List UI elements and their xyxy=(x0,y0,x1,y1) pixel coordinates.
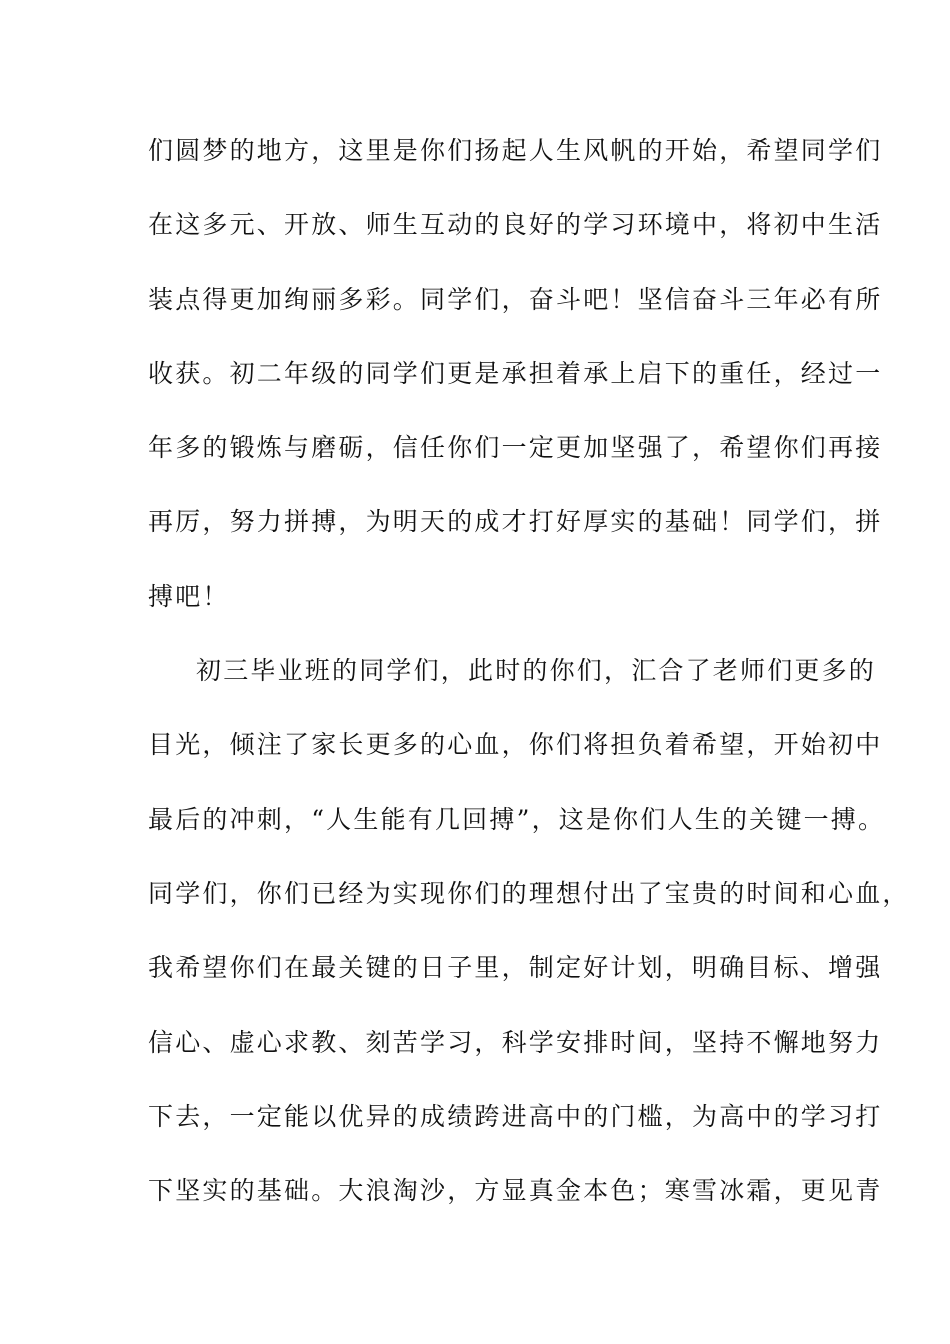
text-line: 装点得更加绚丽多彩。同学们，奋斗吧！坚信奋斗三年必有所 xyxy=(148,284,883,314)
text-line: 同学们，你们已经为实现你们的理想付出了宝贵的时间和心血， xyxy=(148,878,910,908)
text-line: 年多的锻炼与磨砺，信任你们一定更加坚强了，希望你们再接 xyxy=(148,433,883,463)
text-line: 我希望你们在最关键的日子里，制定好计划，明确目标、增强 xyxy=(148,953,883,983)
text-line: 信心、虚心求教、刻苦学习，科学安排时间，坚持不懈地努力 xyxy=(148,1027,883,1057)
text-line: 再厉，努力拼搏，为明天的成才打好厚实的基础！同学们，拼 xyxy=(148,507,883,537)
text-line: 下坚实的基础。大浪淘沙，方显真金本色；寒雪冰霜，更见青 xyxy=(148,1176,883,1206)
text-line: 在这多元、开放、师生互动的良好的学习环境中，将初中生活 xyxy=(148,210,883,240)
text-line: 最后的冲刺，“人生能有几回搏”，这是你们人生的关键一搏。 xyxy=(148,804,886,834)
body-text xyxy=(148,128,910,1242)
text-line: 下去，一定能以优异的成绩跨进高中的门槛，为高中的学习打 xyxy=(148,1101,883,1131)
paragraph-first-line: 初三毕业班的同学们，此时的你们，汇合了老师们更多的 xyxy=(196,656,877,686)
text-line: 收获。初二年级的同学们更是承担着承上启下的重任，经过一 xyxy=(148,358,883,388)
text-line: 搏吧！ xyxy=(148,581,230,611)
text-line: 们圆梦的地方，这里是你们扬起人生风帆的开始，希望同学们 xyxy=(148,136,883,165)
text-line: 目光，倾注了家长更多的心血，你们将担负着希望，开始初中 xyxy=(148,730,883,760)
